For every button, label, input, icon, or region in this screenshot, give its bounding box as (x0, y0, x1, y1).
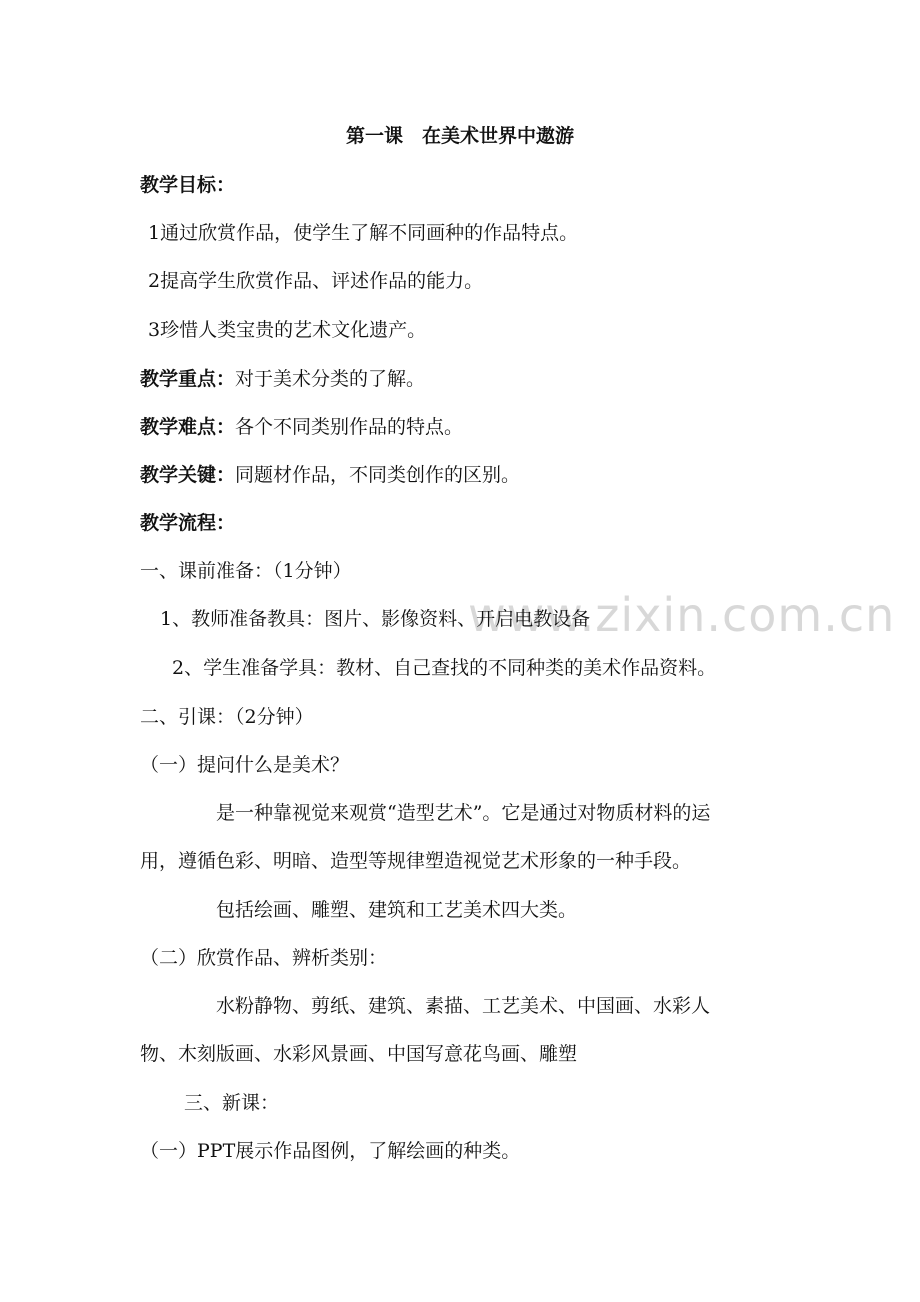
paragraph-3-line-2: 物、木刻版画、水彩风景画、中国写意花鸟画、雕塑 (140, 1043, 578, 1065)
question-1: （一）提问什么是美术？ (140, 754, 350, 776)
key-point-text: 对于美术分类的了解。 (235, 368, 426, 390)
paragraph-1-line-1: 是一种靠视觉来观赏“造型艺术”。它是通过对物质材料的运 (216, 802, 711, 824)
objectives-heading: 教学目标： (140, 174, 236, 196)
process-heading: 教学流程： (140, 512, 236, 534)
difficulty-label: 教学难点： (140, 416, 236, 438)
key-link-text: 同题材作品，不同类创作的区别。 (235, 464, 521, 486)
section-1-item-2: 2、学生准备学具：教材、自己查找的不同种类的美术作品资料。 (172, 657, 717, 679)
key-link-label: 教学关键： (140, 464, 236, 486)
question-2: （二）欣赏作品、辨析类别： (140, 947, 388, 969)
objective-item-3: 3珍惜人类宝贵的艺术文化遗产。 (148, 319, 427, 341)
section-3-sub-1: （一）PPT展示作品图例，了解绘画的种类。 (140, 1140, 521, 1162)
page-title: 第一课 在美术世界中遨游 (345, 125, 574, 147)
paragraph-1-line-2: 用，遵循色彩、明暗、造型等规律塑造视觉艺术形象的一种手段。 (140, 850, 692, 872)
difficulty (140, 414, 463, 440)
difficulty-text: 各个不同类别作品的特点。 (235, 416, 464, 438)
watermark: www.zixin.com.cn (468, 588, 896, 642)
paragraph-3-line-1: 水粉静物、剪纸、建筑、素描、工艺美术、中国画、水彩人 (216, 995, 711, 1017)
section-1-item-1: 1、教师准备教具：图片、影像资料、开启电教设备 (160, 608, 591, 630)
key-link (140, 462, 520, 488)
section-1-title: 一、课前准备：（1分钟） (140, 560, 352, 582)
objective-item-1: 1通过欣赏作品，使学生了解不同画种的作品特点。 (148, 222, 579, 244)
section-3-title: 三、新课： (184, 1092, 280, 1114)
key-point-label: 教学重点： (140, 368, 236, 390)
objective-item-2: 2提高学生欣赏作品、评述作品的能力。 (148, 270, 484, 292)
section-2-title: 二、引课：（2分钟） (140, 706, 314, 728)
key-point (140, 366, 425, 392)
paragraph-2: 包括绘画、雕塑、建筑和工艺美术四大类。 (216, 899, 578, 921)
